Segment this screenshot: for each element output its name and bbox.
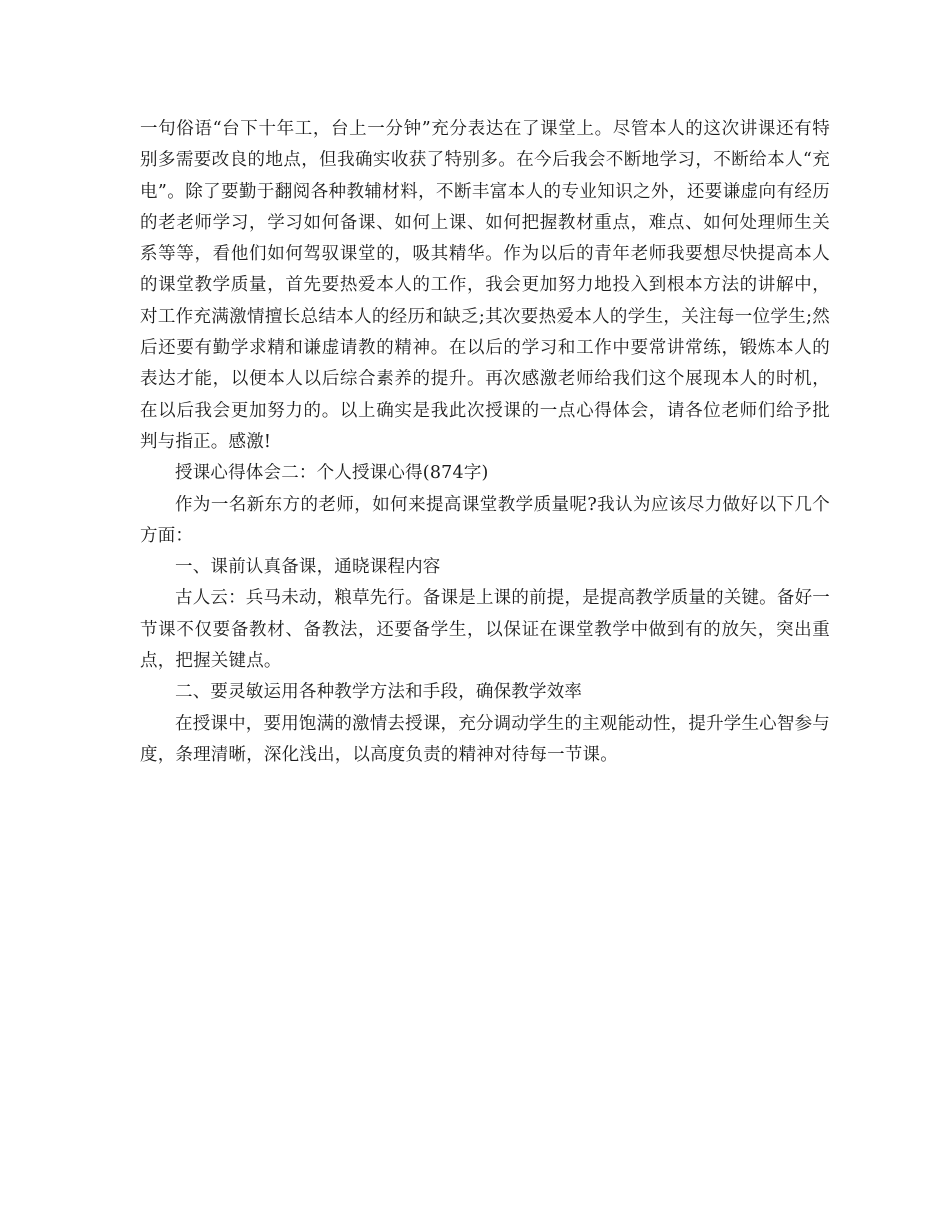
paragraph-intro-reflection: 一句俗语“台下十年工，台上一分钟”充分表达在了课堂上。尽管本人的这次讲课还有特别多需要改良的地点，但我确实收获了特别多。在今后我会不断地学习，不断给本人“充电”。除了要勤于翻阅各种教辅材料，不断丰富本人的专业知识之外，还要谦虚向有经历的老老师学习，学习如何备课、如何上课、如何把握教材重点，难点、如何处理师生关系等等，看他们如何驾驭课堂的，吸其精华。作为以后的青年老师我要想尽快提高本人的课堂教学质量，首先要热爱本人的工作，我会更加努力地投入到根本方法的讲解中，对工作充满激情擅长总结本人的经历和缺乏;其次要热爱本人的学生，关注每一位学生;然后还要有勤学求精和谦虚请教的精神。在以后的学习和工作中要常讲常练，锻炼本人的表达才能，以便本人以后综合素养的提升。再次感激老师给我们这个展现本人的时机，在以后我会更加努力的。以上确实是我此次授课的一点心得体会，请各位老师们给予批判与指正。感激! (140, 119, 830, 452)
paragraph-point-one: 古人云：兵马未动，粮草先行。备课是上课的前提，是提高教学质量的关键。备好一节课不仅要备教材、备教法，还要备学生，以保证在课堂教学中做到有的放矢，突出重点，把握关键点。 (140, 588, 830, 672)
heading-point-two: 二、要灵敏运用各种教学方法和手段，确保教学效率 (175, 682, 583, 703)
paragraph-opening-question: 作为一名新东方的老师，如何来提高课堂教学质量呢?我认为应该尽力做好以下几个方面： (140, 494, 830, 546)
document-body (140, 114, 830, 771)
section-title-reflection-two: 授课心得体会二：个人授课心得(874字) (175, 463, 489, 484)
paragraph-point-two: 在授课中，要用饱满的激情去授课，充分调动学生的主观能动性，提升学生心智参与度，条理清晰，深化浅出，以高度负责的精神对待每一节课。 (140, 713, 830, 765)
heading-point-one: 一、课前认真备课，通晓课程内容 (175, 557, 441, 578)
